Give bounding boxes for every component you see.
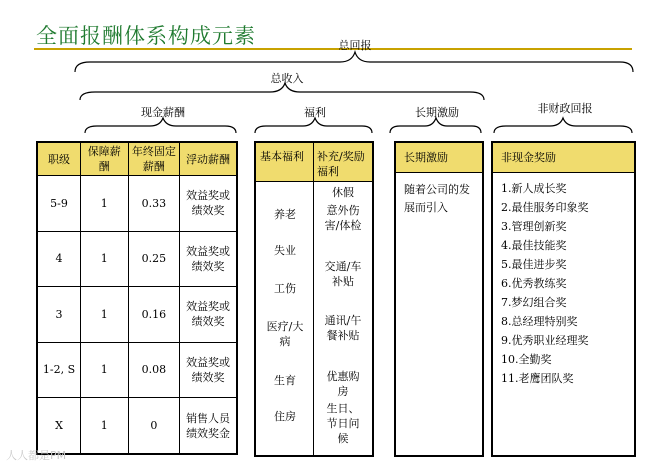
year-end-cell: 0.33 [128,176,180,232]
benefits-box [254,141,374,457]
guaranteed-cell: 1 [81,398,128,454]
non-cash-rewards-box [491,141,636,457]
non-cash-header: 非现金奖励 [493,143,634,173]
grade-cell: X [37,398,81,454]
label-non-financial: 非财政回报 [537,102,593,115]
list-item: 3.管理创新奖 [501,220,567,233]
watermark-text: 人人都是PM [6,449,67,462]
cash-table-header-row [37,142,237,176]
non-cash-list [493,173,634,394]
list-item: 4.最佳技能奖 [501,239,567,252]
brace-total-return [75,52,633,72]
label-cash-pay: 现金薪酬 [141,106,185,119]
table-row [37,231,237,287]
basic-benefits-list [258,183,312,453]
list-item: 工伤 [274,282,296,295]
brace-long-term [390,118,481,133]
grade-cell: 5-9 [37,176,81,232]
long-term-body: 随着公司的发展而引入 [404,183,470,214]
grade-cell: 4 [37,231,81,287]
table-row [37,398,237,454]
grade-cell: 3 [37,287,81,343]
list-item: 休假 [332,186,354,199]
table-row [37,342,237,398]
list-item: 养老 [274,208,296,221]
year-end-cell: 0 [128,398,180,454]
long-term-incentive-box [394,141,484,457]
brace-non-financial [494,118,632,133]
grade-cell: 1-2, S [37,342,81,398]
list-item: 生日、节日问候 [326,402,360,445]
list-item: 10.全勤奖 [501,353,552,366]
list-item: 2.最佳服务印象奖 [501,201,589,214]
cash-pay-table [36,141,238,455]
variable-cell: 效益奖或绩效奖 [180,342,237,398]
year-end-cell: 0.16 [128,287,180,343]
header-supplementary-benefits: 补充/奖励福利 [317,150,365,178]
table-row [37,176,237,232]
header-year-end-pay: 年终固定薪酬 [128,142,180,176]
list-item: 通讯/午餐补贴 [324,314,362,342]
header-variable-pay: 浮动薪酬 [180,142,237,176]
list-item: 失业 [274,244,296,257]
variable-cell: 销售人员绩效奖金 [180,398,237,454]
guaranteed-cell: 1 [81,342,128,398]
list-item: 住房 [274,410,296,423]
list-item: 5.最佳进步奖 [501,258,567,271]
page-title: 全面报酬体系构成元素 [36,24,256,48]
label-long-term: 长期激励 [415,106,459,119]
year-end-cell: 0.25 [128,231,180,287]
header-guaranteed-pay: 保障薪酬 [81,142,128,176]
label-total-income: 总收入 [270,72,304,85]
supplementary-benefits-list [316,183,370,453]
long-term-header: 长期激励 [396,143,482,173]
guaranteed-cell: 1 [81,176,128,232]
list-item: 医疗/大病 [266,320,304,348]
brace-cash-pay [85,118,236,133]
list-item: 11.老鹰团队奖 [501,372,574,385]
variable-cell: 效益奖或绩效奖 [180,231,237,287]
list-item: 9.优秀职业经理奖 [501,334,589,347]
header-basic-benefits: 基本福利 [260,150,304,163]
list-item: 6.优秀教练奖 [501,277,567,290]
table-row [37,287,237,343]
label-total-return: 总回报 [338,39,372,52]
label-benefits: 福利 [304,106,326,119]
variable-cell: 效益奖或绩效奖 [180,287,237,343]
variable-cell: 效益奖或绩效奖 [180,176,237,232]
year-end-cell: 0.08 [128,342,180,398]
benefits-divider [313,143,314,455]
list-item: 7.梦幻组合奖 [501,296,567,309]
list-item: 交通/车补贴 [324,260,362,288]
list-item: 意外伤害/体检 [324,204,362,232]
guaranteed-cell: 1 [81,231,128,287]
list-item: 生育 [274,374,296,387]
list-item: 优惠购房 [326,370,360,398]
list-item: 1.新人成长奖 [501,182,567,195]
brace-benefits [255,118,372,133]
list-item: 8.总经理特别奖 [501,315,578,328]
header-grade: 职级 [37,142,81,176]
guaranteed-cell: 1 [81,287,128,343]
